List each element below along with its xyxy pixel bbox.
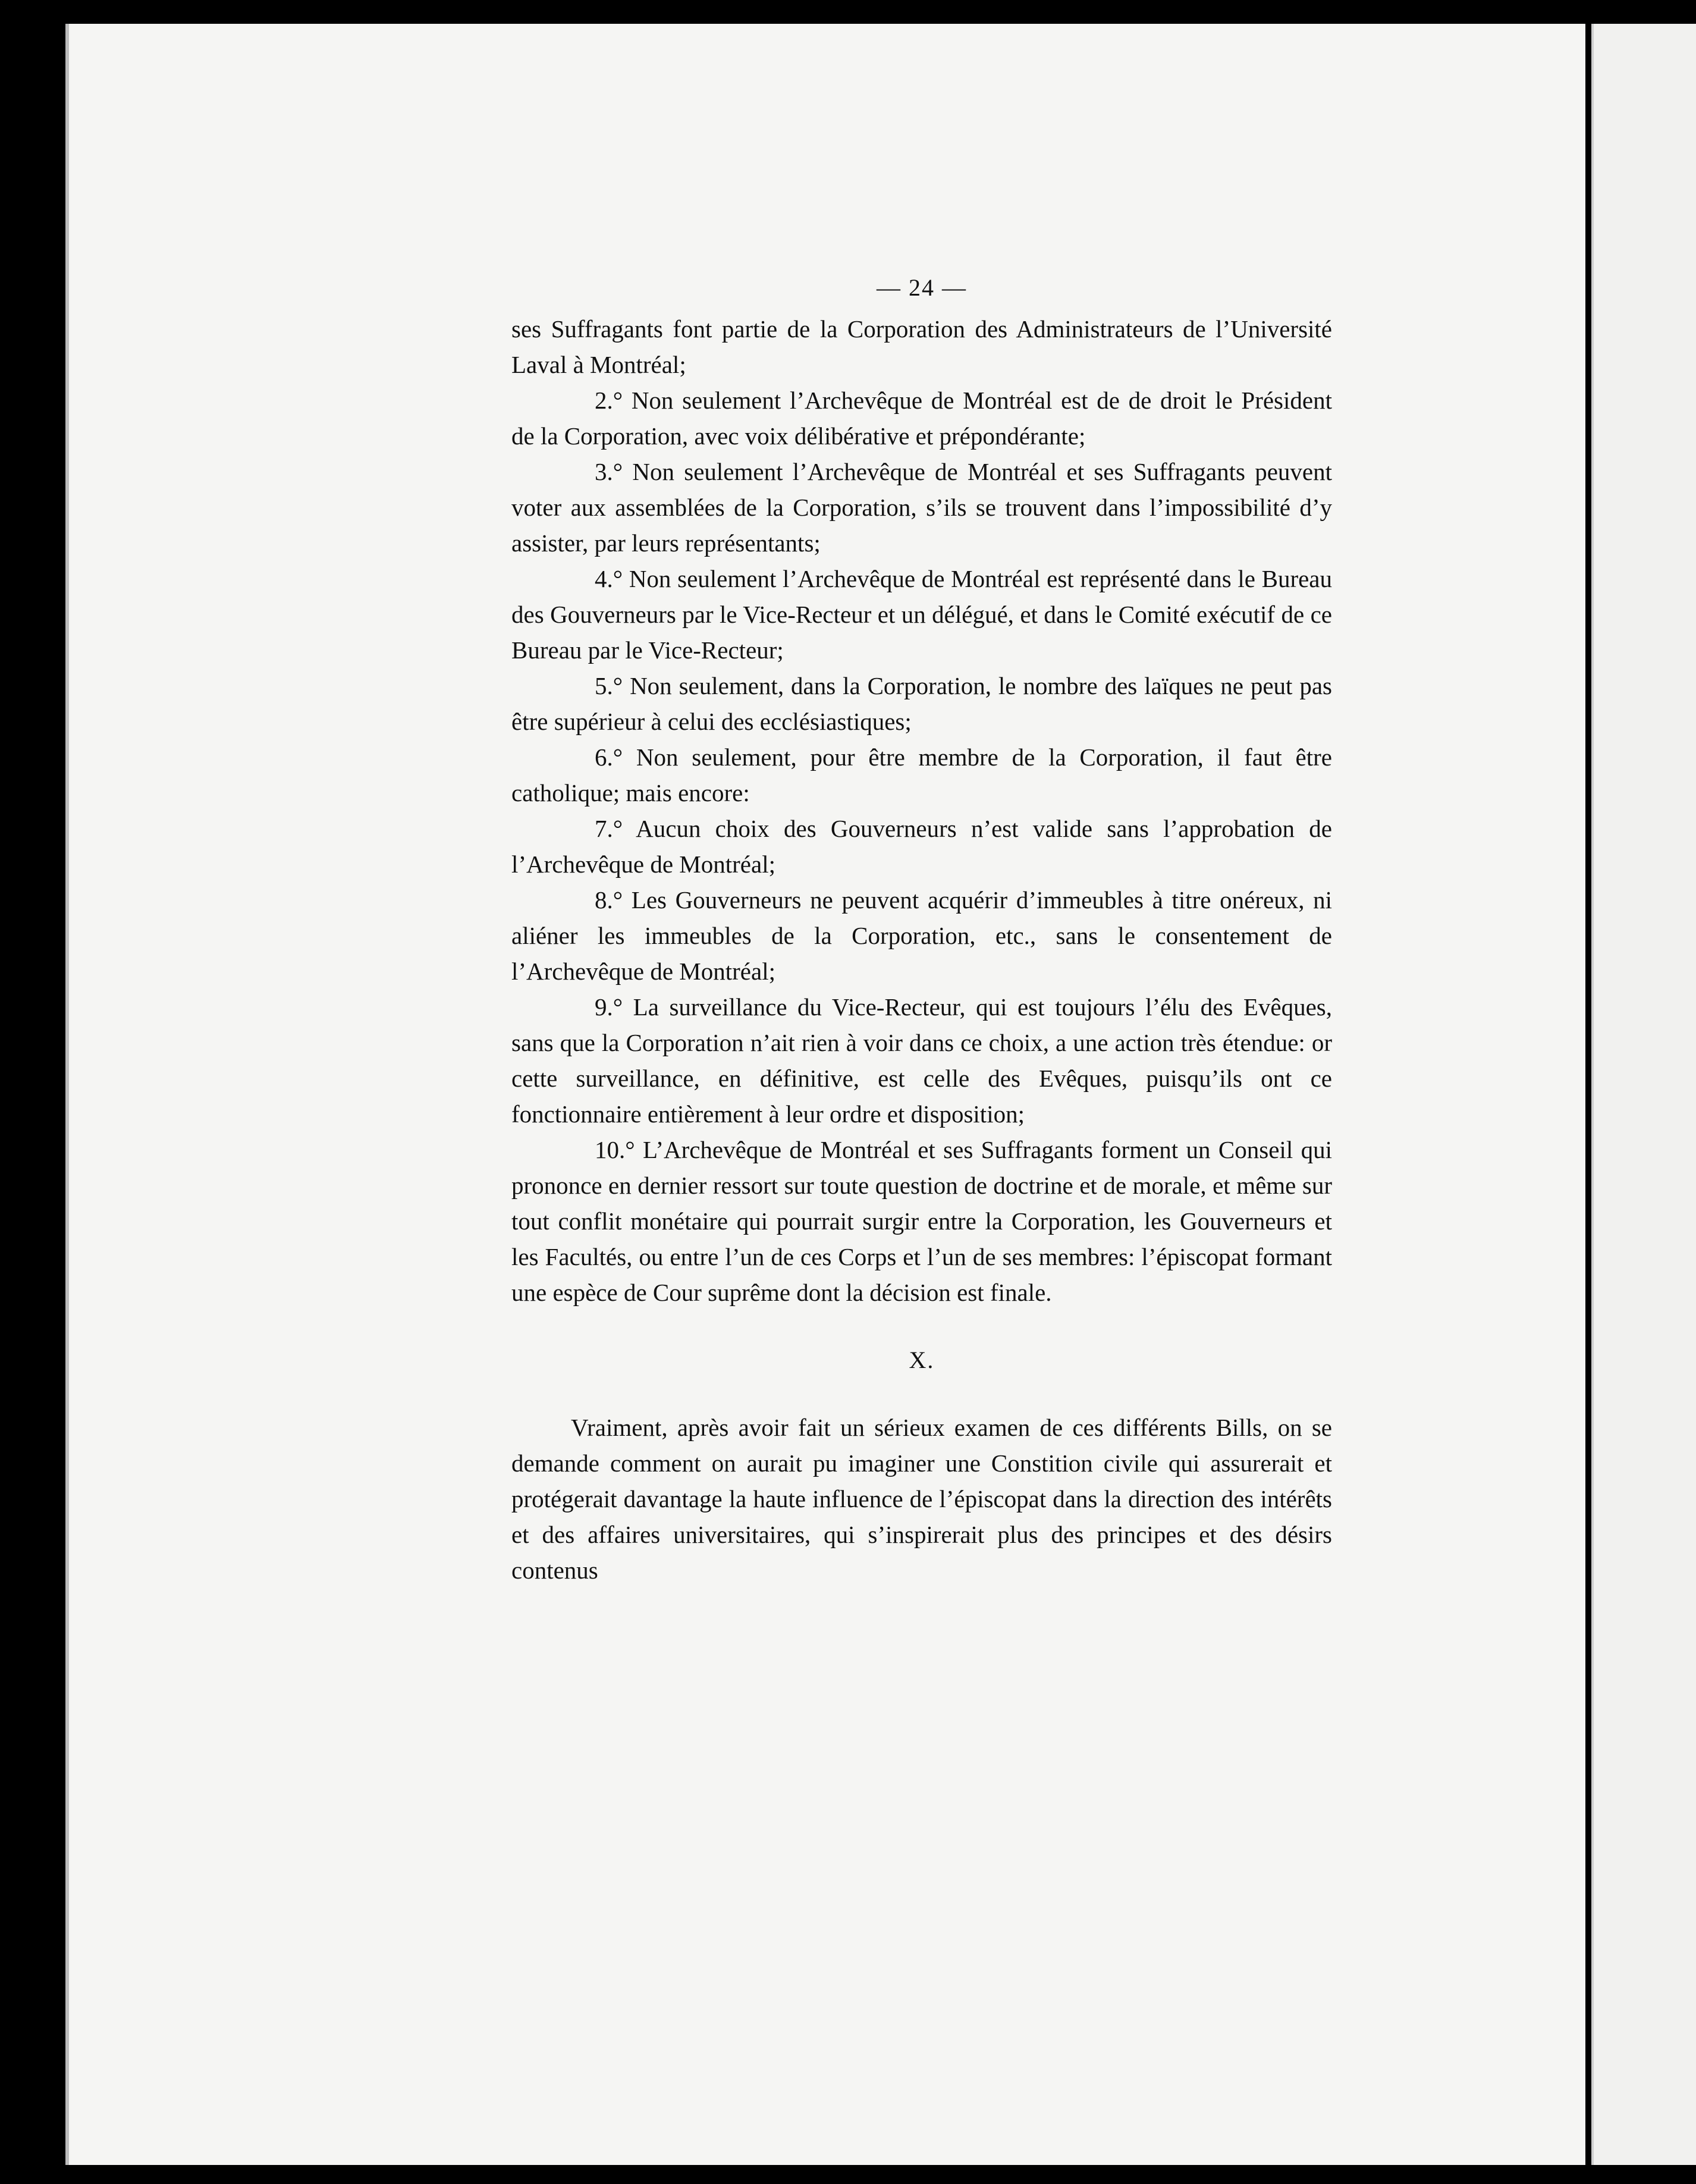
section-heading: X. <box>909 1347 935 1373</box>
paragraph-item-3: 3.° Non seulement l’Archevêque de Montréal et ses Suffragants peuvent voter aux assemblées de la Corporation, s’ils se trouvent dans l’impossibilité d’y assister, par leurs représentants; <box>511 458 1332 557</box>
paragraph-item-9: 9.° La surveillance du Vice-Recteur, qui est toujours l’élu des Evêques, sans que la Corporation n’ait rien à voir dans ce choix, a une action très étendue: or cette surveillance, en définitive, est celle des Evêques, puisqu’ils ont ce fonctionnaire entièrement à leur ordre et disposition; <box>511 993 1332 1128</box>
paragraph-item-7: 7.° Aucun choix des Gouverneurs n’est valide sans l’approbation de l’Archevêque de Montréal; <box>511 815 1332 878</box>
paragraph-item-5: 5.° Non seulement, dans la Corporation, le nombre des laïques ne peut pas être supérieur à celui des ecclésiastiques; <box>511 672 1332 735</box>
paragraph-continuation: ses Suffragants font partie de la Corporation des Administrateurs de l’Université Laval à Montréal; <box>511 315 1332 378</box>
adjacent-page-edge <box>1591 24 1696 2165</box>
paragraph-item-8: 8.° Les Gouverneurs ne peuvent acquérir d’immeubles à titre onéreux, ni aliéner les immeubles de la Corporation, etc., sans le consentement de l’Archevêque de Montréal; <box>511 886 1332 985</box>
paragraph-item-6: 6.° Non seulement, pour être membre de la Corporation, il faut être catholique; mais encore: <box>511 743 1332 807</box>
paragraph-item-4: 4.° Non seulement l’Archevêque de Montréal est représenté dans le Bureau des Gouverneurs par le Vice-Recteur et un délégué, et dans le Comité exécutif de ce Bureau par le Vice-Recteur; <box>511 565 1332 664</box>
page-text-block <box>511 274 1332 1588</box>
page-number: — 24 — <box>877 274 967 301</box>
paragraph-item-2: 2.° Non seulement l’Archevêque de Montréal est de de droit le Président de la Corporation, avec voix délibérative et prépondérante; <box>511 387 1332 450</box>
section-x-paragraph: Vraiment, après avoir fait un sérieux examen de ces différents Bills, on se demande comment on aurait pu imaginer une Constition civile qui assurerait et protégerait davantage la haute influence de l’épiscopat dans la direction des intérêts et des affaires universitaires, qui s’inspirerait plus des principes et des désirs contenus <box>511 1414 1332 1584</box>
paragraph-item-10: 10.° L’Archevêque de Montréal et ses Suffragants forment un Conseil qui prononce en dernier ressort sur toute question de doctrine et de morale, et même sur tout conflit monétaire qui pourrait surgir entre la Corporation, les Gouverneurs et les Facultés, ou entre l’un de ces Corps et l’un de ses membres: l’épiscopat formant une espèce de Cour suprême dont la décision est finale. <box>511 1136 1332 1306</box>
